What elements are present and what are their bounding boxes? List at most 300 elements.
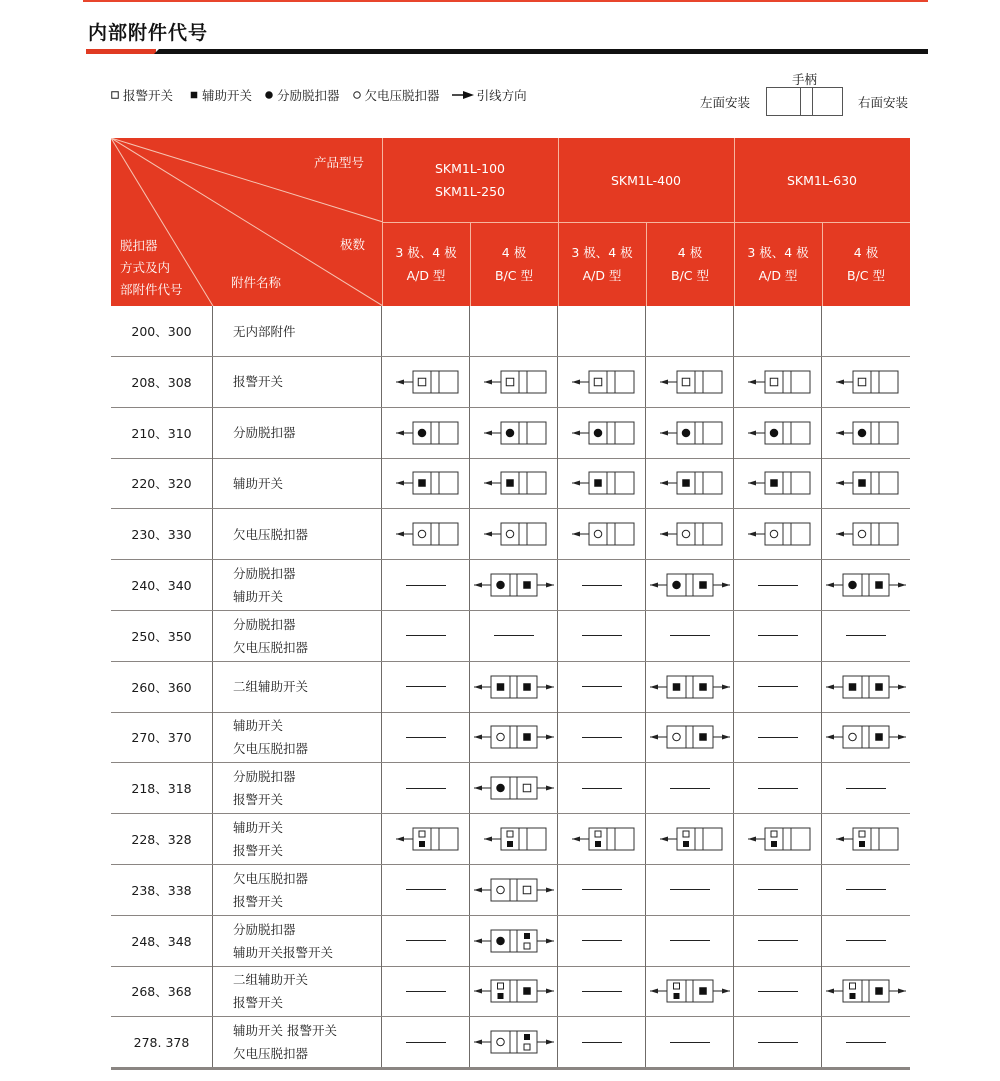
left-mount-breaker-symbol	[384, 519, 468, 549]
alarm-switch-icon	[858, 378, 866, 386]
wiring-symbol-cell	[646, 1017, 734, 1067]
arrow-right-icon	[722, 735, 730, 740]
wiring-symbol-cell	[382, 408, 470, 458]
left-mount-breaker-symbol	[736, 824, 820, 854]
breaker-outline-icon	[766, 87, 843, 116]
alarm-switch-icon	[594, 378, 602, 386]
aux-switch-icon	[683, 841, 689, 847]
arrow-left-icon	[396, 481, 404, 486]
aux-switch-icon	[497, 993, 503, 999]
left-mount-breaker-symbol	[824, 418, 908, 448]
alarm-switch-icon	[524, 943, 530, 949]
pole-type-text: A/D 型	[758, 268, 798, 283]
left-mount-breaker-symbol	[472, 468, 556, 498]
undervoltage-release-icon	[496, 1038, 504, 1046]
wiring-symbol-cell	[822, 458, 910, 508]
not-available-dash	[582, 737, 622, 738]
wiring-symbol-cell	[646, 916, 734, 966]
wiring-symbol-cell	[734, 1017, 822, 1067]
accessory-name	[213, 408, 382, 458]
right-mount-label: 右面安装	[858, 95, 909, 110]
aux-switch-icon	[699, 683, 707, 691]
table-row	[111, 611, 910, 662]
left-mount-breaker-symbol	[824, 824, 908, 854]
not-available-dash	[758, 889, 798, 890]
wiring-symbol-cell	[558, 916, 646, 966]
legend-label: 欠电压脱扣器	[364, 88, 440, 103]
not-available-dash	[758, 940, 798, 941]
accessory-code: 248、348	[111, 916, 213, 966]
wiring-symbol-cell	[734, 509, 822, 559]
arrow-left-icon	[572, 430, 580, 435]
model-name: SKM1L-400	[611, 172, 681, 188]
accessory-name	[213, 458, 382, 508]
both-side-breaker-symbol	[472, 976, 556, 1006]
aux-switch-icon	[523, 734, 531, 742]
arrow-right-icon	[722, 583, 730, 588]
header-grid-line	[382, 138, 383, 306]
undervoltage-release-icon	[418, 530, 426, 538]
wiring-symbol-cell	[558, 763, 646, 813]
product-model-label: 产品型号	[314, 155, 365, 170]
left-mount-breaker-symbol	[384, 468, 468, 498]
not-available-dash	[582, 585, 622, 586]
table-row	[111, 1017, 910, 1068]
wiring-symbol-cell	[822, 763, 910, 813]
left-mount-breaker-symbol	[384, 367, 468, 397]
wiring-symbol-cell	[558, 357, 646, 407]
wiring-symbol-cell	[734, 408, 822, 458]
accessory-name	[213, 306, 382, 356]
accessory-name-line: 辅助开关 报警开关	[233, 1023, 337, 1039]
hollow-square-icon	[110, 90, 120, 100]
arrow-right-icon	[546, 786, 554, 791]
arrow-left-icon	[484, 837, 492, 842]
both-side-breaker-symbol	[824, 722, 908, 752]
table-row	[111, 966, 910, 1017]
pole-type-header	[734, 222, 822, 306]
arrow-left-icon	[474, 786, 482, 791]
left-mount-breaker-symbol	[560, 519, 644, 549]
arrow-right-icon	[722, 684, 730, 689]
wiring-symbol-cell	[382, 763, 470, 813]
model-name: SKM1L-100	[435, 161, 505, 176]
alarm-switch-icon	[523, 886, 531, 894]
arrow-left-icon	[836, 837, 844, 842]
legend-label: 引线方向	[476, 88, 527, 103]
not-available-dash	[846, 788, 886, 789]
wiring-symbol-cell	[646, 763, 734, 813]
wiring-symbol-cell	[558, 306, 646, 356]
arrow-left-icon	[396, 430, 404, 435]
accessory-name	[213, 712, 382, 762]
wiring-symbol-cell	[734, 357, 822, 407]
header-grid-line	[646, 222, 647, 306]
arrow-left-icon	[660, 532, 668, 537]
arrow-left-icon	[572, 532, 580, 537]
title-underline-bar	[154, 49, 928, 54]
table-row	[111, 458, 910, 509]
undervoltage-release-icon	[849, 734, 857, 742]
wiring-symbol-cell	[470, 357, 558, 407]
arrow-left-icon	[748, 379, 756, 384]
accessory-name	[213, 509, 382, 559]
arrow-right-icon	[722, 989, 730, 994]
arrow-left-icon	[826, 735, 834, 740]
arrow-left-icon	[826, 989, 834, 994]
arrow-left-icon	[572, 481, 580, 486]
wiring-symbol-cell	[646, 408, 734, 458]
wiring-symbol-cell	[382, 1017, 470, 1067]
both-side-breaker-symbol	[648, 976, 732, 1006]
wiring-symbol-cell	[470, 306, 558, 356]
aux-switch-icon	[849, 683, 857, 691]
accessory-name-label: 附件名称	[231, 275, 282, 290]
shunt-release-icon	[265, 91, 273, 99]
legend-label: 分励脱扣器	[277, 88, 340, 103]
wiring-symbol-cell	[734, 712, 822, 762]
wiring-symbol-cell	[646, 865, 734, 915]
aux-switch-icon	[771, 841, 777, 847]
shunt-release-icon	[858, 428, 867, 437]
header-grid-line	[822, 222, 823, 306]
accessory-name	[213, 662, 382, 712]
arrow-right-icon	[546, 1040, 554, 1045]
wiring-symbol-cell	[382, 357, 470, 407]
accessory-name-line: 分励脱扣器	[233, 616, 296, 632]
accessory-name-line: 欠电压脱扣器	[233, 526, 309, 542]
left-mount-breaker-symbol	[648, 824, 732, 854]
wiring-symbol-cell	[470, 865, 558, 915]
code-label-line: 部附件代号	[120, 282, 183, 297]
wiring-symbol-cell	[558, 814, 646, 864]
accessory-name-line: 欠电压脱扣器	[233, 1046, 309, 1062]
filled-circle-icon	[264, 90, 274, 100]
accessory-name-line: 分励脱扣器	[233, 566, 296, 581]
both-side-breaker-symbol	[472, 773, 556, 803]
wiring-symbol-cell	[734, 306, 822, 356]
left-mount-breaker-symbol	[472, 418, 556, 448]
code-label-line: 方式及内	[120, 260, 171, 275]
aux-switch-icon	[875, 988, 883, 996]
arrow-left-icon	[474, 735, 482, 740]
arrow-left-icon	[826, 583, 834, 588]
not-available-dash	[582, 1042, 622, 1043]
wiring-symbol-cell	[734, 966, 822, 1016]
legend-label: 辅助开关	[202, 88, 253, 103]
aux-switch-icon	[875, 581, 883, 589]
pole-type-text: B/C 型	[671, 268, 709, 283]
wiring-symbol-cell	[470, 611, 558, 661]
aux-switch-icon	[595, 841, 601, 847]
wiring-symbol-cell	[470, 509, 558, 559]
accessory-code: 238、338	[111, 865, 213, 915]
alarm-switch-icon	[595, 831, 601, 837]
model-header	[558, 138, 734, 222]
wiring-symbol-cell	[382, 662, 470, 712]
wiring-symbol-cell	[558, 509, 646, 559]
arrow-left-icon	[484, 430, 492, 435]
legend-item	[264, 86, 340, 104]
not-available-dash	[846, 1042, 886, 1043]
aux-switch-icon	[682, 480, 690, 488]
not-available-dash	[758, 737, 798, 738]
both-side-breaker-symbol	[472, 672, 556, 702]
wiring-symbol-cell	[558, 1017, 646, 1067]
left-mount-breaker-symbol	[560, 367, 644, 397]
arrow-left-icon	[826, 684, 834, 689]
undervoltage-release-icon	[506, 530, 514, 538]
left-mount-breaker-symbol	[648, 418, 732, 448]
arrow-left-icon	[484, 481, 492, 486]
aux-switch-icon	[506, 480, 514, 488]
wiring-symbol-cell	[558, 865, 646, 915]
arrow-left-icon	[836, 481, 844, 486]
wiring-symbol-cell	[382, 814, 470, 864]
accessory-name-line: 辅助开关	[233, 589, 284, 604]
aux-switch-icon	[507, 841, 513, 847]
poles-label: 极数	[340, 237, 366, 252]
undervoltage-release-icon	[353, 92, 360, 99]
left-mount-breaker-symbol	[472, 824, 556, 854]
both-side-breaker-symbol	[472, 875, 556, 905]
accessory-name-line: 辅助开关	[233, 475, 284, 491]
arrow-left-icon	[396, 379, 404, 384]
alarm-switch-icon	[683, 831, 689, 837]
shunt-release-icon	[496, 784, 505, 793]
wiring-symbol-cell	[734, 611, 822, 661]
left-mount-breaker-symbol	[560, 418, 644, 448]
not-available-dash	[582, 635, 622, 636]
left-mount-breaker-symbol	[472, 367, 556, 397]
both-side-breaker-symbol	[824, 976, 908, 1006]
wiring-symbol-cell	[382, 458, 470, 508]
shunt-release-icon	[505, 428, 514, 437]
wiring-symbol-cell	[822, 814, 910, 864]
left-mount-breaker-symbol	[648, 367, 732, 397]
left-mount-breaker-symbol	[648, 468, 732, 498]
symbol-legend	[110, 86, 539, 104]
alarm-switch-icon	[507, 831, 513, 837]
accessory-name	[213, 916, 382, 966]
aux-switch-icon	[875, 734, 883, 742]
wiring-symbol-cell	[470, 712, 558, 762]
arrow-left-icon	[650, 684, 658, 689]
wiring-symbol-cell	[558, 712, 646, 762]
left-mount-breaker-symbol	[648, 519, 732, 549]
left-mount-breaker-symbol	[736, 418, 820, 448]
pole-type-text: A/D 型	[406, 268, 446, 283]
wiring-symbol-cell	[822, 611, 910, 661]
wiring-symbol-cell	[822, 306, 910, 356]
shunt-release-icon	[672, 581, 681, 590]
arrow-left-icon	[572, 379, 580, 384]
table-row	[111, 408, 910, 459]
aux-switch-icon	[594, 480, 602, 488]
arrow-left-icon	[474, 1040, 482, 1045]
wiring-symbol-cell	[734, 662, 822, 712]
table-row	[111, 357, 910, 408]
accessory-name-line: 二组辅助开关	[233, 972, 309, 988]
wiring-symbol-cell	[822, 966, 910, 1016]
table-row	[111, 814, 910, 865]
arrow-left-icon	[660, 837, 668, 842]
accessory-code: 230、330	[111, 509, 213, 559]
arrow-left-icon	[650, 989, 658, 994]
undervoltage-release-icon	[496, 886, 504, 894]
pole-type-header	[646, 222, 734, 306]
accessory-code: 228、328	[111, 814, 213, 864]
wiring-symbol-cell	[470, 662, 558, 712]
wiring-symbol-cell	[646, 712, 734, 762]
undervoltage-release-icon	[770, 530, 778, 538]
not-available-dash	[406, 1042, 446, 1043]
wiring-symbol-cell	[646, 509, 734, 559]
not-available-dash	[406, 940, 446, 941]
wiring-symbol-cell	[646, 611, 734, 661]
accessory-name	[213, 966, 382, 1016]
shunt-release-icon	[681, 428, 690, 437]
legend-item	[452, 86, 527, 104]
arrow-left-icon	[474, 583, 482, 588]
legend-item	[110, 86, 173, 104]
pole-type-header	[558, 222, 646, 306]
accessory-code: 260、360	[111, 662, 213, 712]
left-mount-breaker-symbol	[824, 519, 908, 549]
not-available-dash	[758, 788, 798, 789]
not-available-dash	[846, 635, 886, 636]
left-mount-breaker-symbol	[472, 519, 556, 549]
left-mount-label: 左面安装	[700, 95, 751, 110]
table-row	[111, 916, 910, 967]
pole-type-header	[382, 222, 470, 306]
wiring-symbol-cell	[382, 611, 470, 661]
table-row	[111, 560, 910, 611]
shunt-release-icon	[496, 581, 505, 590]
wiring-symbol-cell	[470, 966, 558, 1016]
pole-type-text: 4 极	[677, 245, 703, 260]
arrow-left-icon	[836, 379, 844, 384]
alarm-switch-icon	[112, 92, 119, 99]
arrow-left-icon	[660, 430, 668, 435]
not-available-dash	[758, 585, 798, 586]
not-available-dash	[406, 788, 446, 789]
accessory-name	[213, 865, 382, 915]
accessory-code: 240、340	[111, 560, 213, 610]
both-side-breaker-symbol	[824, 672, 908, 702]
arrow-right-icon	[898, 735, 906, 740]
not-available-dash	[494, 635, 534, 636]
left-mount-breaker-symbol	[560, 468, 644, 498]
arrow-left-icon	[748, 532, 756, 537]
wiring-symbol-cell	[382, 306, 470, 356]
aux-switch-icon	[770, 480, 778, 488]
alarm-switch-icon	[418, 378, 426, 386]
accessory-name-line: 报警开关	[233, 843, 284, 858]
arrow-left-icon	[650, 583, 658, 588]
aux-switch-icon	[191, 92, 198, 99]
wiring-symbol-cell	[470, 458, 558, 508]
wiring-symbol-cell	[646, 357, 734, 407]
wiring-symbol-cell	[646, 662, 734, 712]
code-label	[120, 235, 183, 301]
shunt-release-icon	[593, 428, 602, 437]
accessory-code: 218、318	[111, 763, 213, 813]
wiring-symbol-cell	[382, 916, 470, 966]
accessory-name-line: 欠电压脱扣器	[233, 639, 309, 655]
wiring-symbol-cell	[734, 814, 822, 864]
wiring-symbol-cell	[470, 1017, 558, 1067]
accessory-name	[213, 560, 382, 610]
not-available-dash	[846, 940, 886, 941]
left-mount-breaker-symbol	[384, 824, 468, 854]
pole-type-header	[822, 222, 910, 306]
arrow-left-icon	[748, 481, 756, 486]
accessory-name-line: 分励脱扣器	[233, 769, 296, 785]
wiring-symbol-cell	[734, 560, 822, 610]
arrow-left-icon	[396, 532, 404, 537]
not-available-dash	[582, 991, 622, 992]
wiring-symbol-cell	[734, 458, 822, 508]
aux-switch-icon	[699, 734, 707, 742]
aux-switch-icon	[496, 683, 504, 691]
wiring-symbol-cell	[382, 966, 470, 1016]
wiring-symbol-cell	[558, 458, 646, 508]
arrow-right-icon	[546, 989, 554, 994]
not-available-dash	[758, 686, 798, 687]
header-grid-line	[734, 138, 735, 306]
code-label-line: 脱扣器	[120, 238, 158, 253]
wiring-symbol-cell	[822, 357, 910, 407]
header-grid-line	[558, 138, 559, 306]
aux-switch-icon	[875, 683, 883, 691]
aux-switch-icon	[699, 988, 707, 996]
table-row	[111, 509, 910, 560]
model-header	[734, 138, 910, 222]
arrow-left-icon	[474, 989, 482, 994]
alarm-switch-icon	[850, 983, 856, 989]
handle-icon	[800, 88, 813, 115]
accessory-name-line: 辅助开关报警开关	[233, 944, 334, 960]
not-available-dash	[406, 635, 446, 636]
both-side-breaker-symbol	[648, 672, 732, 702]
arrow-left-icon	[484, 532, 492, 537]
arrow-right-icon	[898, 583, 906, 588]
pole-type-text: 3 极、4 极	[571, 245, 633, 260]
aux-switch-icon	[673, 993, 679, 999]
alarm-switch-icon	[497, 983, 503, 989]
undervoltage-release-icon	[496, 734, 504, 742]
filled-square-icon	[189, 90, 199, 100]
accessory-code: 278. 378	[111, 1017, 213, 1067]
both-side-breaker-symbol	[472, 1027, 556, 1057]
accessory-name	[213, 357, 382, 407]
arrow-right-icon	[452, 90, 474, 100]
shunt-release-icon	[848, 581, 857, 590]
alarm-switch-icon	[524, 1044, 530, 1050]
both-side-breaker-symbol	[648, 570, 732, 600]
alarm-switch-icon	[523, 784, 531, 792]
both-side-breaker-symbol	[824, 570, 908, 600]
accessory-name	[213, 1017, 382, 1067]
aux-switch-icon	[672, 683, 680, 691]
not-available-dash	[582, 940, 622, 941]
accessory-name-line: 报警开关	[233, 893, 284, 909]
pole-type-text: 4 极	[853, 245, 879, 260]
table-row	[111, 712, 910, 763]
table-row	[111, 306, 910, 357]
not-available-dash	[670, 635, 710, 636]
